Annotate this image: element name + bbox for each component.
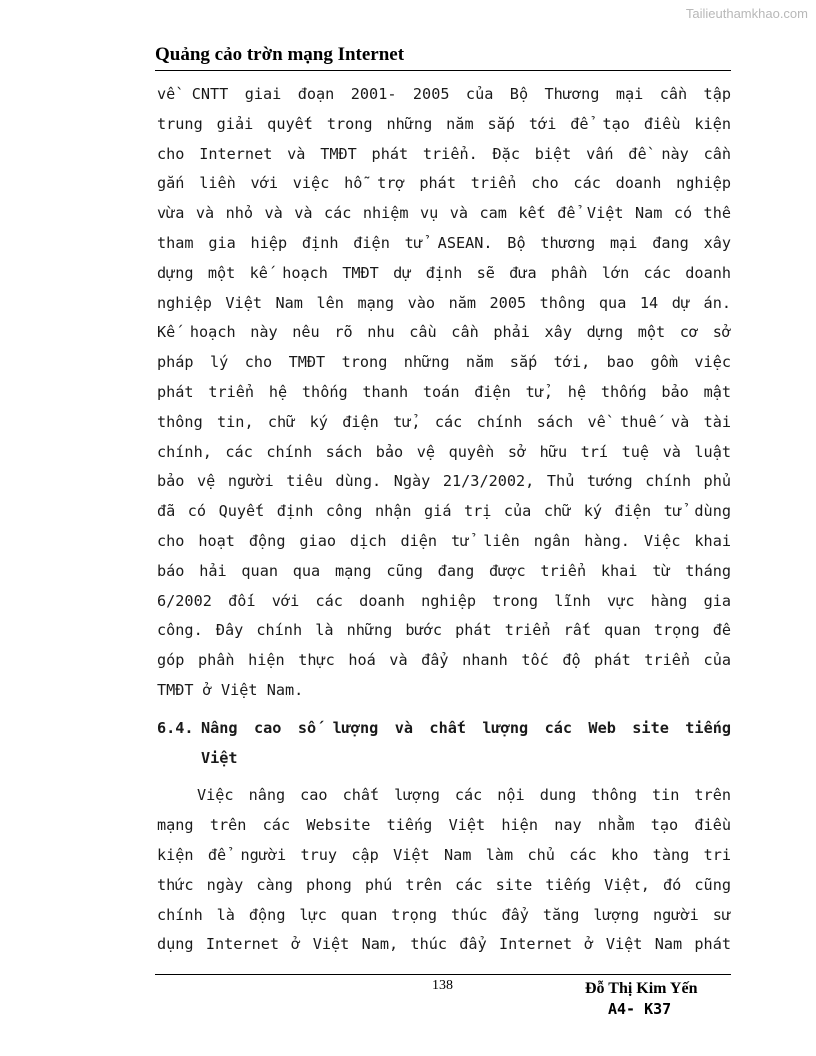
paragraph-line: dựng một kế hoạch TMĐT dự định sẽ đưa phần lớn các doanh xyxy=(157,263,731,282)
page-number: 138 xyxy=(432,978,453,993)
spacer xyxy=(157,773,731,781)
footer-divider xyxy=(155,974,731,975)
paragraph-line: cho hoạt động giao dịch diện tử liên ngân hàng. Việc khai xyxy=(157,531,731,550)
paragraph-line: công. Đây chính là những bước phát triển rất quan trọng để xyxy=(157,621,731,640)
paragraph-line: góp phần hiện thực hoá và đẩy nhanh tốc độ phát triển của xyxy=(157,651,731,670)
paragraph-line: cho Internet và TMĐT phát triển. Đặc biệt vấn đề này cần xyxy=(157,144,731,163)
paragraph-line: tham gia hiệp định điện tử ASEAN. Bộ thương mại đang xây xyxy=(157,233,731,252)
paragraph-1 xyxy=(157,80,731,706)
paragraph-line: bảo vệ người tiêu dùng. Ngày 21/3/2002, Thủ tướng chính phủ xyxy=(157,472,731,491)
paragraph-line: về CNTT giai đoạn 2001- 2005 của Bộ Thương mại cần tập xyxy=(157,85,731,103)
paragraph-line: vừa và nhỏ và và các nhiệm vụ và cam kết để Việt Nam có thể xyxy=(157,204,731,223)
paragraph-line: pháp lý cho TMĐT trong những năm sắp tới, bao gồm việc xyxy=(157,353,731,372)
paragraph-line: kiện để người truy cập Việt Nam làm chủ các kho tàng tri xyxy=(157,845,731,864)
header-divider xyxy=(155,70,731,71)
paragraph-line: nghiệp Việt Nam lên mạng vào năm 2005 thông qua 14 dự án. xyxy=(157,293,731,312)
paragraph-line: phát triển hệ thống thanh toán điện tử, hệ thống bảo mật xyxy=(157,382,731,401)
watermark-text: Tailieuthamkhao.com xyxy=(685,6,808,21)
paragraph-line: Việc nâng cao chất lượng các nội dung thông tin trên xyxy=(197,786,731,805)
section-heading-line-1 xyxy=(157,714,731,744)
paragraph-line: dụng Internet ở Việt Nam, thúc đẩy Internet ở Việt Nam phát xyxy=(157,935,731,954)
section-title-continued: Việt xyxy=(201,748,238,767)
paragraph-line: đã có Quyết định công nhận giá trị của chữ ký điện tử dùng xyxy=(157,502,731,521)
paragraph-line: 6/2002 đối với các doanh nghiệp trong lĩnh vực hàng gia xyxy=(157,591,731,610)
paragraph-line: chính là động lực quan trọng thúc đẩy tăng lượng người sử xyxy=(157,905,731,924)
paragraph-line: mạng trên các Website tiếng Việt hiện nay nhằm tạo điều xyxy=(157,816,731,835)
paragraph-line: thông tin, chữ ký điện tử, các chính sách về thuế và tài xyxy=(157,412,731,431)
paragraph-line: thức ngày càng phong phú trên các site tiếng Việt, đó cũng xyxy=(157,875,731,894)
paragraph-line: báo hải quan qua mạng cũng đang được triển khai từ tháng xyxy=(157,561,731,580)
paragraph-line: Kế hoạch này nêu rõ nhu cầu cần phải xây dựng một cơ sở xyxy=(157,323,731,342)
document-body xyxy=(157,80,731,960)
section-title: Nâng cao số lượng và chất lượng các Web site tiếng xyxy=(201,718,731,737)
paragraph-line: trung giải quyết trong những năm sắp tới để tạo điều kiện xyxy=(157,114,731,133)
running-header-title: Quảng cảo trờn mạng Internet xyxy=(155,44,405,65)
paragraph-line: gắn liền với việc hỗ trợ phát triển cho các doanh nghiệp xyxy=(157,174,731,193)
paragraph-2 xyxy=(157,781,731,960)
section-heading xyxy=(157,714,731,774)
paragraph-line: chính, các chính sách bảo vệ quyền sở hữu trí tuệ và luật xyxy=(157,442,731,461)
paragraph-line: TMĐT ở Việt Nam. xyxy=(157,680,304,699)
class-code: A4- K37 xyxy=(608,1000,672,1018)
section-number: 6.4. xyxy=(157,718,194,737)
author-name: Đỗ Thị Kim Yến xyxy=(585,980,698,997)
